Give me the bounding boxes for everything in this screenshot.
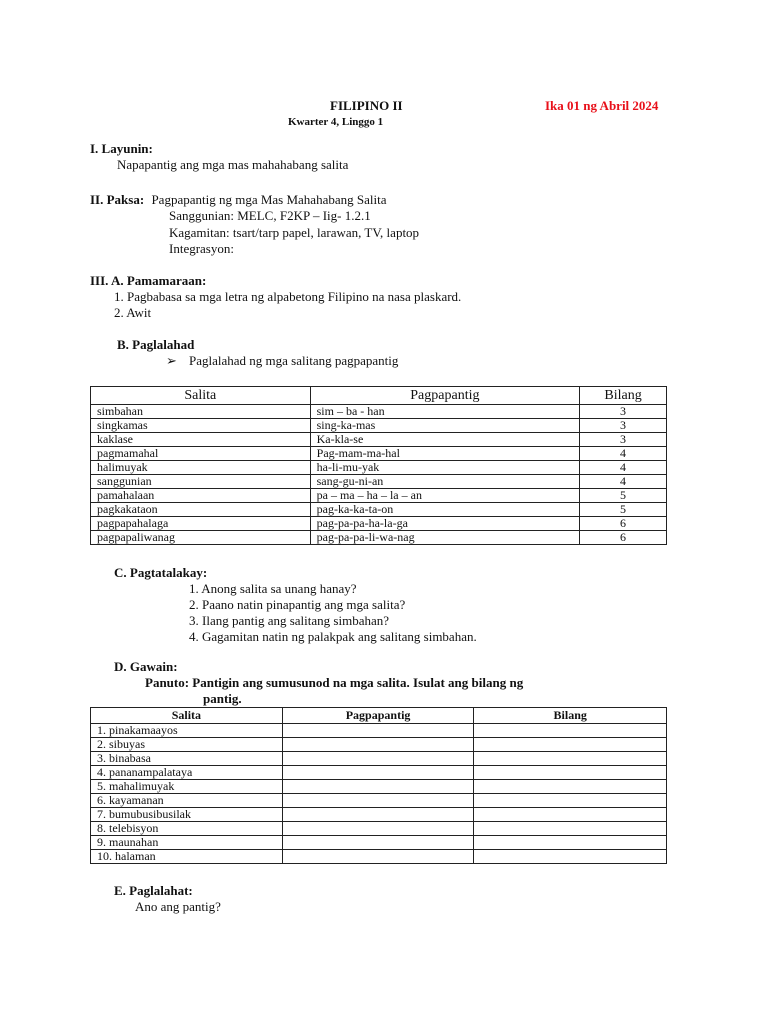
table-row — [91, 433, 667, 447]
table-row — [91, 475, 667, 489]
table-cell-salita: 4. pananampalataya — [91, 766, 283, 780]
table-cell-bilang[interactable] — [474, 850, 667, 864]
table-cell-bilang[interactable] — [474, 808, 667, 822]
paksa-topic: Pagpapantig ng mga Mas Mahahabang Salita — [151, 192, 387, 207]
paksa-heading: II. Paksa: — [90, 192, 145, 207]
table-cell-pagpapantig[interactable] — [282, 850, 474, 864]
pagtatalakay-item-3: 3. Ilang pantig ang salitang simbahan? — [189, 613, 390, 628]
table-row — [91, 531, 667, 545]
table-cell-pagpapantig[interactable] — [282, 766, 474, 780]
paglalahad-heading: B. Paglalahad — [117, 337, 195, 352]
table-cell-pagpapantig: Ka-kla-se — [310, 433, 579, 447]
gawain-panuto-line2: pantig. — [203, 691, 242, 706]
table-cell-pagpapantig[interactable] — [282, 794, 474, 808]
layunin-heading: I. Layunin: — [90, 141, 153, 156]
table-cell-bilang: 3 — [580, 405, 667, 419]
table-row — [91, 808, 667, 822]
table-cell-pagpapantig: Pag-mam-ma-hal — [310, 447, 579, 461]
gawain-heading: D. Gawain: — [114, 659, 178, 674]
pagtatalakay-item-2: 2. Paano natin pinapantig ang mga salita? — [189, 597, 406, 612]
table-cell-pagpapantig: sim – ba - han — [310, 405, 579, 419]
table-row — [91, 405, 667, 419]
table-header-bilang: Bilang — [580, 387, 667, 405]
table-row — [91, 780, 667, 794]
table-cell-salita: halimuyak — [91, 461, 311, 475]
table-cell-pagpapantig[interactable] — [282, 808, 474, 822]
table-cell-pagpapantig[interactable] — [282, 738, 474, 752]
table-cell-bilang[interactable] — [474, 822, 667, 836]
table-cell-salita: 8. telebisyon — [91, 822, 283, 836]
table-row — [91, 489, 667, 503]
table-cell-salita: pagpapahalaga — [91, 517, 311, 531]
table-cell-bilang: 4 — [580, 461, 667, 475]
table-header-pagpapantig: Pagpapantig — [310, 387, 579, 405]
pagpapantig-table — [90, 386, 667, 545]
table-header-salita: Salita — [91, 387, 311, 405]
table-cell-salita: 9. maunahan — [91, 836, 283, 850]
paglalahad-bullet-icon: ➢ — [166, 353, 177, 368]
table-row — [91, 724, 667, 738]
table-row — [91, 822, 667, 836]
table-cell-bilang[interactable] — [474, 738, 667, 752]
table-cell-salita: 5. mahalimuyak — [91, 780, 283, 794]
table-cell-salita: 10. halaman — [91, 850, 283, 864]
table-cell-pagpapantig[interactable] — [282, 822, 474, 836]
table-header-row — [91, 387, 667, 405]
table-header-salita: Salita — [91, 708, 283, 724]
table-cell-pagpapantig: pag-pa-pa-ha-la-ga — [310, 517, 579, 531]
table-row — [91, 738, 667, 752]
table-row — [91, 447, 667, 461]
pagtatalakay-heading: C. Pagtatalakay: — [114, 565, 208, 580]
table-cell-pagpapantig: pa – ma – ha – la – an — [310, 489, 579, 503]
table-row — [91, 794, 667, 808]
pagtatalakay-item-4: 4. Gagamitan natin ng palakpak ang salitang simbahan. — [189, 629, 477, 644]
pamamaraan-item-2: 2. Awit — [114, 305, 152, 320]
table-cell-bilang: 5 — [580, 503, 667, 517]
table-cell-salita: 7. bumubusibusilak — [91, 808, 283, 822]
table-cell-pagpapantig[interactable] — [282, 724, 474, 738]
table-cell-bilang: 4 — [580, 475, 667, 489]
paksa-integrasyon: Integrasyon: — [169, 241, 234, 256]
table-cell-bilang: 6 — [580, 531, 667, 545]
table-cell-salita: 6. kayamanan — [91, 794, 283, 808]
table-cell-pagpapantig: pag-ka-ka-ta-on — [310, 503, 579, 517]
table-cell-bilang: 3 — [580, 433, 667, 447]
table-cell-salita: singkamas — [91, 419, 311, 433]
table-header-bilang: Bilang — [474, 708, 667, 724]
table-cell-salita: pagpapaliwanag — [91, 531, 311, 545]
paksa-kagamitan: Kagamitan: tsart/tarp papel, larawan, TV, laptop — [169, 225, 420, 240]
table-header-pagpapantig: Pagpapantig — [282, 708, 474, 724]
table-cell-bilang: 4 — [580, 447, 667, 461]
table-cell-bilang[interactable] — [474, 836, 667, 850]
paglalahad-bullet-text: Paglalahad ng mga salitang pagpapantig — [189, 353, 399, 368]
table-cell-bilang: 3 — [580, 419, 667, 433]
paksa-sanggunian: Sanggunian: MELC, F2KP – Iig- 1.2.1 — [169, 208, 371, 223]
document-date: Ika 01 ng Abril 2024 — [545, 98, 659, 113]
pamamaraan-item-1: 1. Pagbabasa sa mga letra ng alpabetong Filipino na nasa plaskard. — [114, 289, 462, 304]
table-cell-pagpapantig[interactable] — [282, 780, 474, 794]
table-row — [91, 517, 667, 531]
table-cell-salita: pamahalaan — [91, 489, 311, 503]
document-title: FILIPINO II — [330, 98, 403, 113]
table-cell-pagpapantig: pag-pa-pa-li-wa-nag — [310, 531, 579, 545]
table-cell-salita: simbahan — [91, 405, 311, 419]
table-cell-salita: pagmamahal — [91, 447, 311, 461]
table-cell-pagpapantig[interactable] — [282, 752, 474, 766]
table-row — [91, 503, 667, 517]
table-cell-bilang[interactable] — [474, 724, 667, 738]
table-cell-salita: 3. binabasa — [91, 752, 283, 766]
table-cell-bilang[interactable] — [474, 794, 667, 808]
table-header-row — [91, 708, 667, 724]
table-cell-pagpapantig: sang-gu-ni-an — [310, 475, 579, 489]
paglalahat-question: Ano ang pantig? — [135, 899, 221, 914]
document-subtitle: Kwarter 4, Linggo 1 — [288, 116, 384, 128]
layunin-text: Napapantig ang mga mas mahahabang salita — [117, 157, 349, 172]
table-cell-bilang: 5 — [580, 489, 667, 503]
gawain-panuto-line1: Panuto: Pantigin ang sumusunod na mga salita. Isulat ang bilang ng — [145, 675, 524, 690]
table-cell-pagpapantig[interactable] — [282, 836, 474, 850]
table-row — [91, 419, 667, 433]
table-cell-salita: 1. pinakamaayos — [91, 724, 283, 738]
table-cell-bilang[interactable] — [474, 752, 667, 766]
table-cell-salita: kaklase — [91, 433, 311, 447]
pamamaraan-heading: III. A. Pamamaraan: — [90, 273, 207, 288]
table-cell-pagpapantig: ha-li-mu-yak — [310, 461, 579, 475]
table-row — [91, 836, 667, 850]
gawain-table — [90, 707, 667, 864]
table-cell-bilang: 6 — [580, 517, 667, 531]
table-cell-salita: pagkakataon — [91, 503, 311, 517]
paksa-line — [90, 192, 386, 208]
table-row — [91, 850, 667, 864]
table-cell-salita: 2. sibuyas — [91, 738, 283, 752]
table-cell-pagpapantig: sing-ka-mas — [310, 419, 579, 433]
table-row — [91, 752, 667, 766]
table-cell-bilang[interactable] — [474, 766, 667, 780]
table-cell-salita: sanggunian — [91, 475, 311, 489]
table-row — [91, 461, 667, 475]
table-cell-bilang[interactable] — [474, 780, 667, 794]
table-row — [91, 766, 667, 780]
pagtatalakay-item-1: 1. Anong salita sa unang hanay? — [189, 581, 357, 596]
paglalahat-heading: E. Paglalahat: — [114, 883, 193, 898]
